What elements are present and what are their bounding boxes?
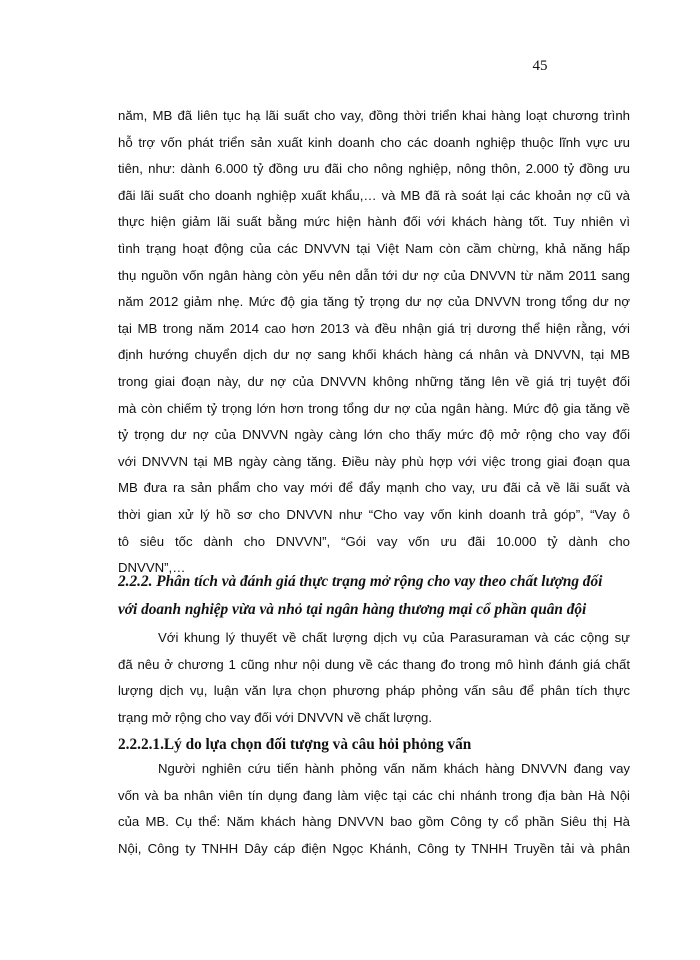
subsection-heading-block xyxy=(118,730,630,759)
text-line: đãi lãi suất cho doanh nghiệp xuất khẩu,… và MB đã rà soát lại các khoản nợ cũ và xyxy=(118,187,630,203)
paragraph-2 xyxy=(118,625,630,731)
text-line: với DNVVN tại MB ngày càng tăng. Điều này phù hợp với việc trong giai đoạn qua xyxy=(118,453,630,469)
text-line: vốn và ba nhân viên tín dụng đang làm việc tại các chi nhánh trong địa bàn Hà Nội xyxy=(118,787,630,803)
text-line: mà còn chiếm tỷ trọng lớn hơn trong tổng dư nợ của ngân hàng. Mức độ gia tăng về xyxy=(118,400,630,416)
page-number: 45 xyxy=(532,58,548,74)
section-heading-line: với doanh nghiệp vừa và nhỏ tại ngân hàng thương mại cổ phần quân đội xyxy=(118,601,587,618)
text-line: trong giai đoạn này, dư nợ của DNVVN không những tăng lên về giá trị tuyệt đối xyxy=(118,373,630,389)
text-line: đã nêu ở chương 1 cũng như nội dung về các thang đo trong mô hình đánh giá chất xyxy=(118,656,630,672)
text-line: lượng dịch vụ, luận văn lựa chọn phương pháp phỏng vấn sâu để phân tích thực xyxy=(118,683,630,699)
text-line: DNVVN”,… xyxy=(118,560,186,576)
text-line: thụ nguồn vốn ngân hàng còn yếu nên dẫn tới dư nợ của DNVVN từ năm 2011 sang xyxy=(118,267,630,283)
text-line: định hướng chuyển dịch dư nợ sang khối khách hàng cá nhân và DNVVN, tại MB xyxy=(118,347,630,363)
section-heading xyxy=(118,568,630,624)
text-line: tỷ trọng dư nợ của DNVVN ngày càng lớn cho thấy mức độ mở rộng cho vay đối xyxy=(118,427,630,443)
paragraph-1 xyxy=(118,103,630,582)
text-line: tô siêu tốc dành cho DNVVN”, “Gói vay vốn ưu đãi 10.000 tỷ dành cho xyxy=(118,533,630,549)
text-line: thời gian xử lý hồ sơ cho DNVVN như “Cho vay vốn kinh doanh trả góp”, “Vay ô xyxy=(118,506,630,522)
text-line: năm 2012 giảm nhẹ. Mức độ gia tăng tỷ trọng dư nợ của DNVVN trong tổng dư nợ xyxy=(118,294,630,310)
text-line: năm, MB đã liên tục hạ lãi suất cho vay, đồng thời triển khai hàng loạt chương trình xyxy=(118,108,630,123)
text-line: tiên, như: dành 6.000 tỷ đồng ưu đãi cho nông nghiệp, nông thôn, 2.000 tỷ đồng ưu xyxy=(118,161,630,177)
subsection-heading: 2.2.2.1.Lý do lựa chọn đối tượng và câu hỏi phỏng vấn xyxy=(118,736,472,753)
text-line: MB đưa ra sản phẩm cho vay mới để đẩy mạnh cho vay, ưu đãi cả về lãi suất và xyxy=(118,480,630,496)
text-line: trạng mở rộng cho vay đối với DNVVN về chất lượng. xyxy=(118,709,433,725)
text-line: của MB. Cụ thể: Năm khách hàng DNVVN bao gồm Công ty cổ phần Siêu thị Hà xyxy=(118,814,630,830)
text-line: hỗ trợ vốn phát triển sản xuất kinh doanh cho các doanh nghiệp thuộc lĩnh vực ưu xyxy=(118,134,630,150)
text-line: tại MB trong năm 2014 cao hơn 2013 và đều nhận giá trị dương thể hiện rằng, với xyxy=(118,320,630,336)
paragraph-3 xyxy=(118,756,630,862)
text-line: Nội, Công ty TNHH Dây cáp điện Ngọc Khánh, Công ty TNHH Truyền tải và phân xyxy=(118,840,630,856)
text-line: thực hiện giảm lãi suất bằng mức hiện hành đối với khách hàng tốt. Tuy nhiên vì xyxy=(118,214,630,230)
text-line: Với khung lý thuyết về chất lượng dịch vụ của Parasuraman và các cộng sự xyxy=(158,630,630,645)
text-line: tình trạng hoạt động của các DNVVN tại Việt Nam còn cầm chừng, khả năng hấp xyxy=(118,240,630,256)
text-line: Người nghiên cứu tiến hành phỏng vấn năm khách hàng DNVVN đang vay xyxy=(158,761,630,776)
section-heading-line: 2.2.2. Phân tích và đánh giá thực trạng mở rộng cho vay theo chất lượng đối xyxy=(118,573,603,590)
